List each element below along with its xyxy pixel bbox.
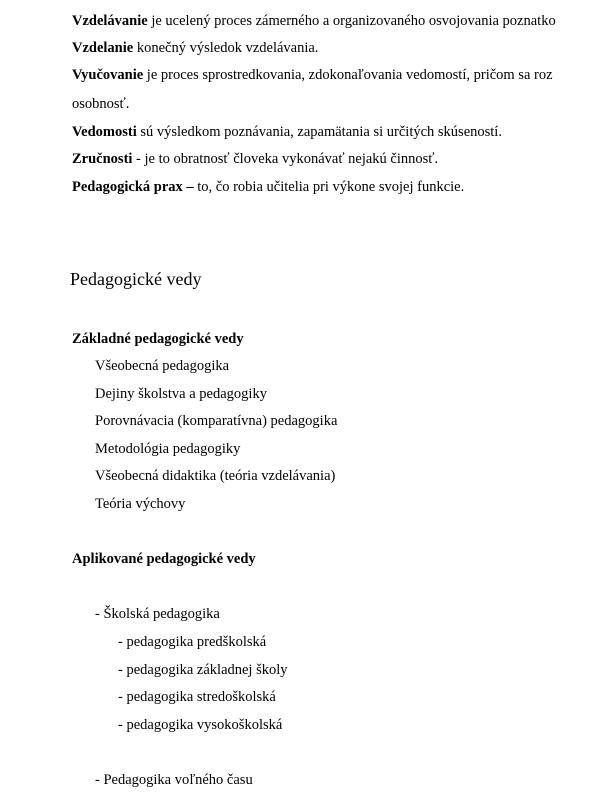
subsection-heading-applied: Aplikované pedagogické vedy <box>72 551 256 567</box>
list-item: - pedagogika predškolská <box>118 634 267 650</box>
list-item: Všeobecná didaktika (teória vzdelávania) <box>95 468 336 484</box>
list-item-leisure: - Pedagogika voľného času <box>95 772 253 788</box>
definition-text: to, čo robia učitelia pri výkone svojej funkcie. <box>193 179 465 195</box>
definition-line <box>72 95 129 113</box>
definition-text: - je to obratnosť človeka vykonávať nejakú činnosť. <box>132 151 439 167</box>
definition-line <box>72 123 502 141</box>
definition-line <box>72 150 438 168</box>
list-item: Všeobecná pedagogika <box>95 358 230 374</box>
list-item: - pedagogika základnej školy <box>118 662 288 678</box>
definition-text: je ucelený proces zámerného a organizovaného osvojovania poznatko <box>147 13 556 29</box>
definition-term: Vedomosti <box>72 124 137 140</box>
section-heading: Pedagogické vedy <box>70 269 202 289</box>
subsection-heading-basic: Základné pedagogické vedy <box>72 331 244 347</box>
list-item: - pedagogika vysokoškolská <box>118 717 283 733</box>
definition-term: Vyučovanie <box>72 67 144 83</box>
definition-text: osobnosť. <box>72 96 130 112</box>
definition-text: je proces sprostredkovania, zdokonaľovania vedomostí, pričom sa roz <box>143 67 553 83</box>
list-item: Dejiny školstva a pedagogiky <box>95 386 267 402</box>
definition-line <box>72 39 318 57</box>
definition-line <box>72 178 464 196</box>
definition-text: konečný výsledok vzdelávania. <box>133 40 319 56</box>
definition-line <box>72 12 556 30</box>
definition-term: Vzdelanie <box>72 40 134 56</box>
definition-term: Pedagogická prax – <box>72 179 194 195</box>
list-item: - pedagogika stredoškolská <box>118 689 276 705</box>
list-item: Teória výchovy <box>95 496 186 512</box>
definition-line <box>72 66 553 84</box>
definition-term: Zručnosti <box>72 151 133 167</box>
definition-term: Vzdelávanie <box>72 13 148 29</box>
list-item: Metodológia pedagogiky <box>95 441 241 457</box>
list-item: Porovnávacia (komparatívna) pedagogika <box>95 413 338 429</box>
definition-text: sú výsledkom poznávania, zapamätania si určitých skúseností. <box>136 124 502 140</box>
list-item-school: - Školská pedagogika <box>95 606 220 622</box>
